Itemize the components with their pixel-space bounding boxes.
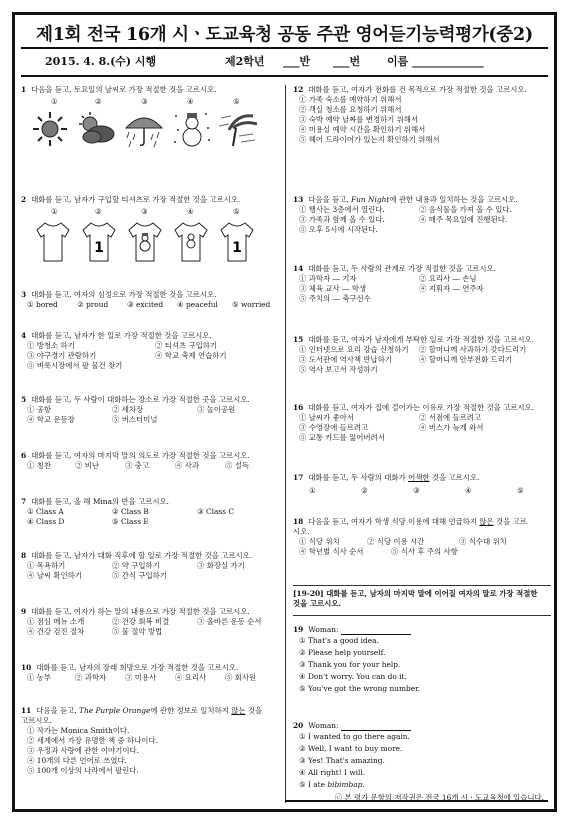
- answer-blank: [341, 722, 411, 731]
- question-6: 6 대화를 듣고, 여자의 마지막 말의 의도로 가장 적절한 것을 고르시오. ① 칭찬 ② 비난 ③ 충고 ④ 사과 ⑤ 설득: [21, 451, 250, 470]
- question-20: 20 Woman: ① I wanted to go there again. ② Well, I want to buy more. ③ Yes! That's amazing. ④ All right! I will. ⑤ I ate bibimbap.: [293, 721, 410, 789]
- class-field: ___반: [283, 55, 311, 68]
- header-divider-bottom: [21, 75, 548, 77]
- tshirt-number-icon: [79, 220, 119, 264]
- question-11: 11 다음을 듣고, The Purple Orange에 관한 정보로 일치하지 않는 것을 고르시오. ① 작가는 Monica Smith이다. ② 세계에서 가장 유명한 책 중 하나이다. ③ 우정과 사랑에 관한 이야기이다. ④ 10개의 다른 언어로 쓰였다. ⑤ 100개 이상의 나라에서 팔린다.: [21, 706, 263, 775]
- question-7: 7 대화를 듣고, 올 해 Mina의 반을 고르시오. ① Class A ② Class B ③ Class C ④ Class D ⑤ Class E: [21, 497, 234, 526]
- question-8: 8 대화를 듣고, 남자가 대화 직후에 할 일로 가장 적절한 것을 고르시오. ① 목욕하기 ② 약 구입하기 ③ 화장실 가기 ④ 날씨 확인하기 ⑤ 간식 구입하기: [21, 551, 253, 580]
- svg-text:1: 1: [232, 240, 242, 256]
- question-5: 5 대화를 듣고, 두 사람이 대화하는 장소로 가장 적절한 곳을 고르시오. ① 공항 ② 세차장 ③ 놀이공원 ④ 학교 운동장 ⑤ 버스터미널: [21, 395, 250, 424]
- question-18: 18 다음을 듣고, 여자가 학생 식당 이용에 대해 언급하지 않은 것을 고르 시오. ① 식당 위치 ② 식당 이용 시간 ③ 식수대 위치 ④ 학년별 식사 순서 ⑤ 식사 후 주의 사항: [293, 517, 527, 556]
- cloudy-sun-icon: [76, 110, 116, 148]
- question-14: 14 대화를 듣고, 두 사람의 관계로 가장 적절한 것을 고르시오. ① 과학자 ― 기자 ② 요리사 ― 손님 ③ 체육 교사 ― 학생 ④ 지휘자 ― 연주자 ⑤ 주치의 ― 축구선수: [293, 264, 496, 303]
- tshirt-plain-icon: [33, 220, 73, 264]
- snowman-icon: [172, 110, 212, 148]
- copyright-footer: ⓒ 본 평가 문항의 저작권은 전국 16개 시ㆍ도교육청에 있습니다.: [334, 793, 544, 802]
- question-10: 10 대화를 듣고, 남자의 장래 희망으로 가장 적절한 것을 고르시오. ① 농부 ② 과학자 ③ 미용사 ④ 요리사 ⑤ 회사원: [21, 663, 257, 682]
- column-divider: [285, 85, 286, 803]
- question-12: 12 대화를 듣고, 여자가 전화를 건 목적으로 가장 적절한 것을 고르시오. ① 가족 숙소를 예약하기 위해서 ② 객실 청소를 요청하기 위해서 ③ 숙박 예약 날짜를 변경하기 위해서 ④ 미용실 예약 시간을 확인하기 위해서 ⑤ 헤어 드라이어가 있는지 확인하기 위해서: [293, 85, 527, 144]
- question-16: 16 대화를 듣고, 여자가 집에 걸어가는 이유로 가장 적절한 것을 고르시오. ① 날씨가 좋아서 ② 서점에 들르려고 ③ 수영장에 들르려고 ④ 버스가 늦게 와서 ⑤ 교통 카드를 잃어버려서: [293, 403, 535, 442]
- tshirt-snowman-icon: [125, 220, 165, 264]
- wind-tree-icon: [219, 110, 259, 148]
- sun-icon: [31, 110, 69, 148]
- question-1: 1 다음을 듣고, 토요일의 날씨로 가장 적절한 것을 고르시오. ① ② ③ ④ ⑤: [21, 85, 279, 148]
- question-2: 2 대화를 듣고, 남자가 구입할 티셔츠로 가장 적절한 것을 고르시오. ① ② ③ ④ ⑤ 1 1: [21, 195, 279, 264]
- exam-title: 제1회 전국 16개 시ㆍ도교육청 공동 주관 영어듣기능력평가(중2): [36, 25, 533, 45]
- number-field: ___번: [333, 55, 361, 68]
- grade-label: 제2학년: [225, 55, 265, 68]
- question-3: 3 대화를 듣고, 여자의 심정으로 가장 적절한 것을 고르시오. ① bored ② proud ③ excited ④ peaceful ⑤ worried: [21, 290, 271, 309]
- header-divider-top: [21, 47, 548, 49]
- tshirt-number-icon: [217, 220, 257, 264]
- instruction-box: [19-20] 대화를 듣고, 남자의 마지막 말에 이어질 여자의 말로 가장 적절한 것을 고르시오.: [293, 585, 551, 616]
- answer-blank: [341, 626, 411, 635]
- svg-text:1: 1: [94, 240, 104, 256]
- question-19: 19 Woman: ① That's a good idea. ② Please help yourself. ③ Thank you for your help. ④ Don't worry. You can do it. ⑤ You've got the wrong number.: [293, 625, 421, 693]
- question-4: 4 대화를 듣고, 남자가 한 일로 가장 적절한 것을 고르시오. ① 방청소 하기 ② 티셔츠 구입하기 ③ 야구경기 관람하기 ④ 학교 축제 연습하기 ⑤ 벼룩시장에서 팔 물건 찾기: [21, 331, 227, 370]
- question-15: 15 대화를 듣고, 여자가 남자에게 부탁한 일로 가장 적절한 것을 고르시오. ① 인터넷으로 요리 강습 신청하기 ② 할머니께 사과하기 갖다드리기 ③ 도서관에 역사책 반납하기 ④ 할머니께 안부전화 드리기 ⑤ 역사 보고서 작성하기: [293, 335, 535, 374]
- question-13: 13 다음을 듣고, Fun Night에 관한 내용과 일치하는 것을 고르시오. ① 행사는 3층에서 열린다. ② 음식물을 가져 올 수 있다. ③ 가족과 함께 올 수 있다. ④ 매주 목요일에 진행된다. ⑤ 오후 5시에 시작된다.: [293, 195, 518, 234]
- umbrella-rain-icon: [123, 110, 165, 148]
- exam-date: 2015. 4. 8.(수) 시행: [45, 55, 157, 68]
- tshirt-snowman-small-icon: [171, 220, 211, 264]
- question-9: 9 대화를 듣고, 여자가 하는 말의 내용으로 가장 적절한 것을 고르시오. ① 점심 메뉴 소개 ② 건강 회복 비결 ③ 올바른 운동 순서 ④ 건강 검진 절차 ⑤ 물 절약 방법: [21, 607, 262, 636]
- exam-frame: [12, 12, 557, 812]
- name-field: 이름 _____________: [387, 55, 484, 68]
- question-17: 17 대화를 듣고, 두 사람의 대화가 어색한 것을 고르시오. ① ② ③ ④ ⑤: [293, 473, 524, 495]
